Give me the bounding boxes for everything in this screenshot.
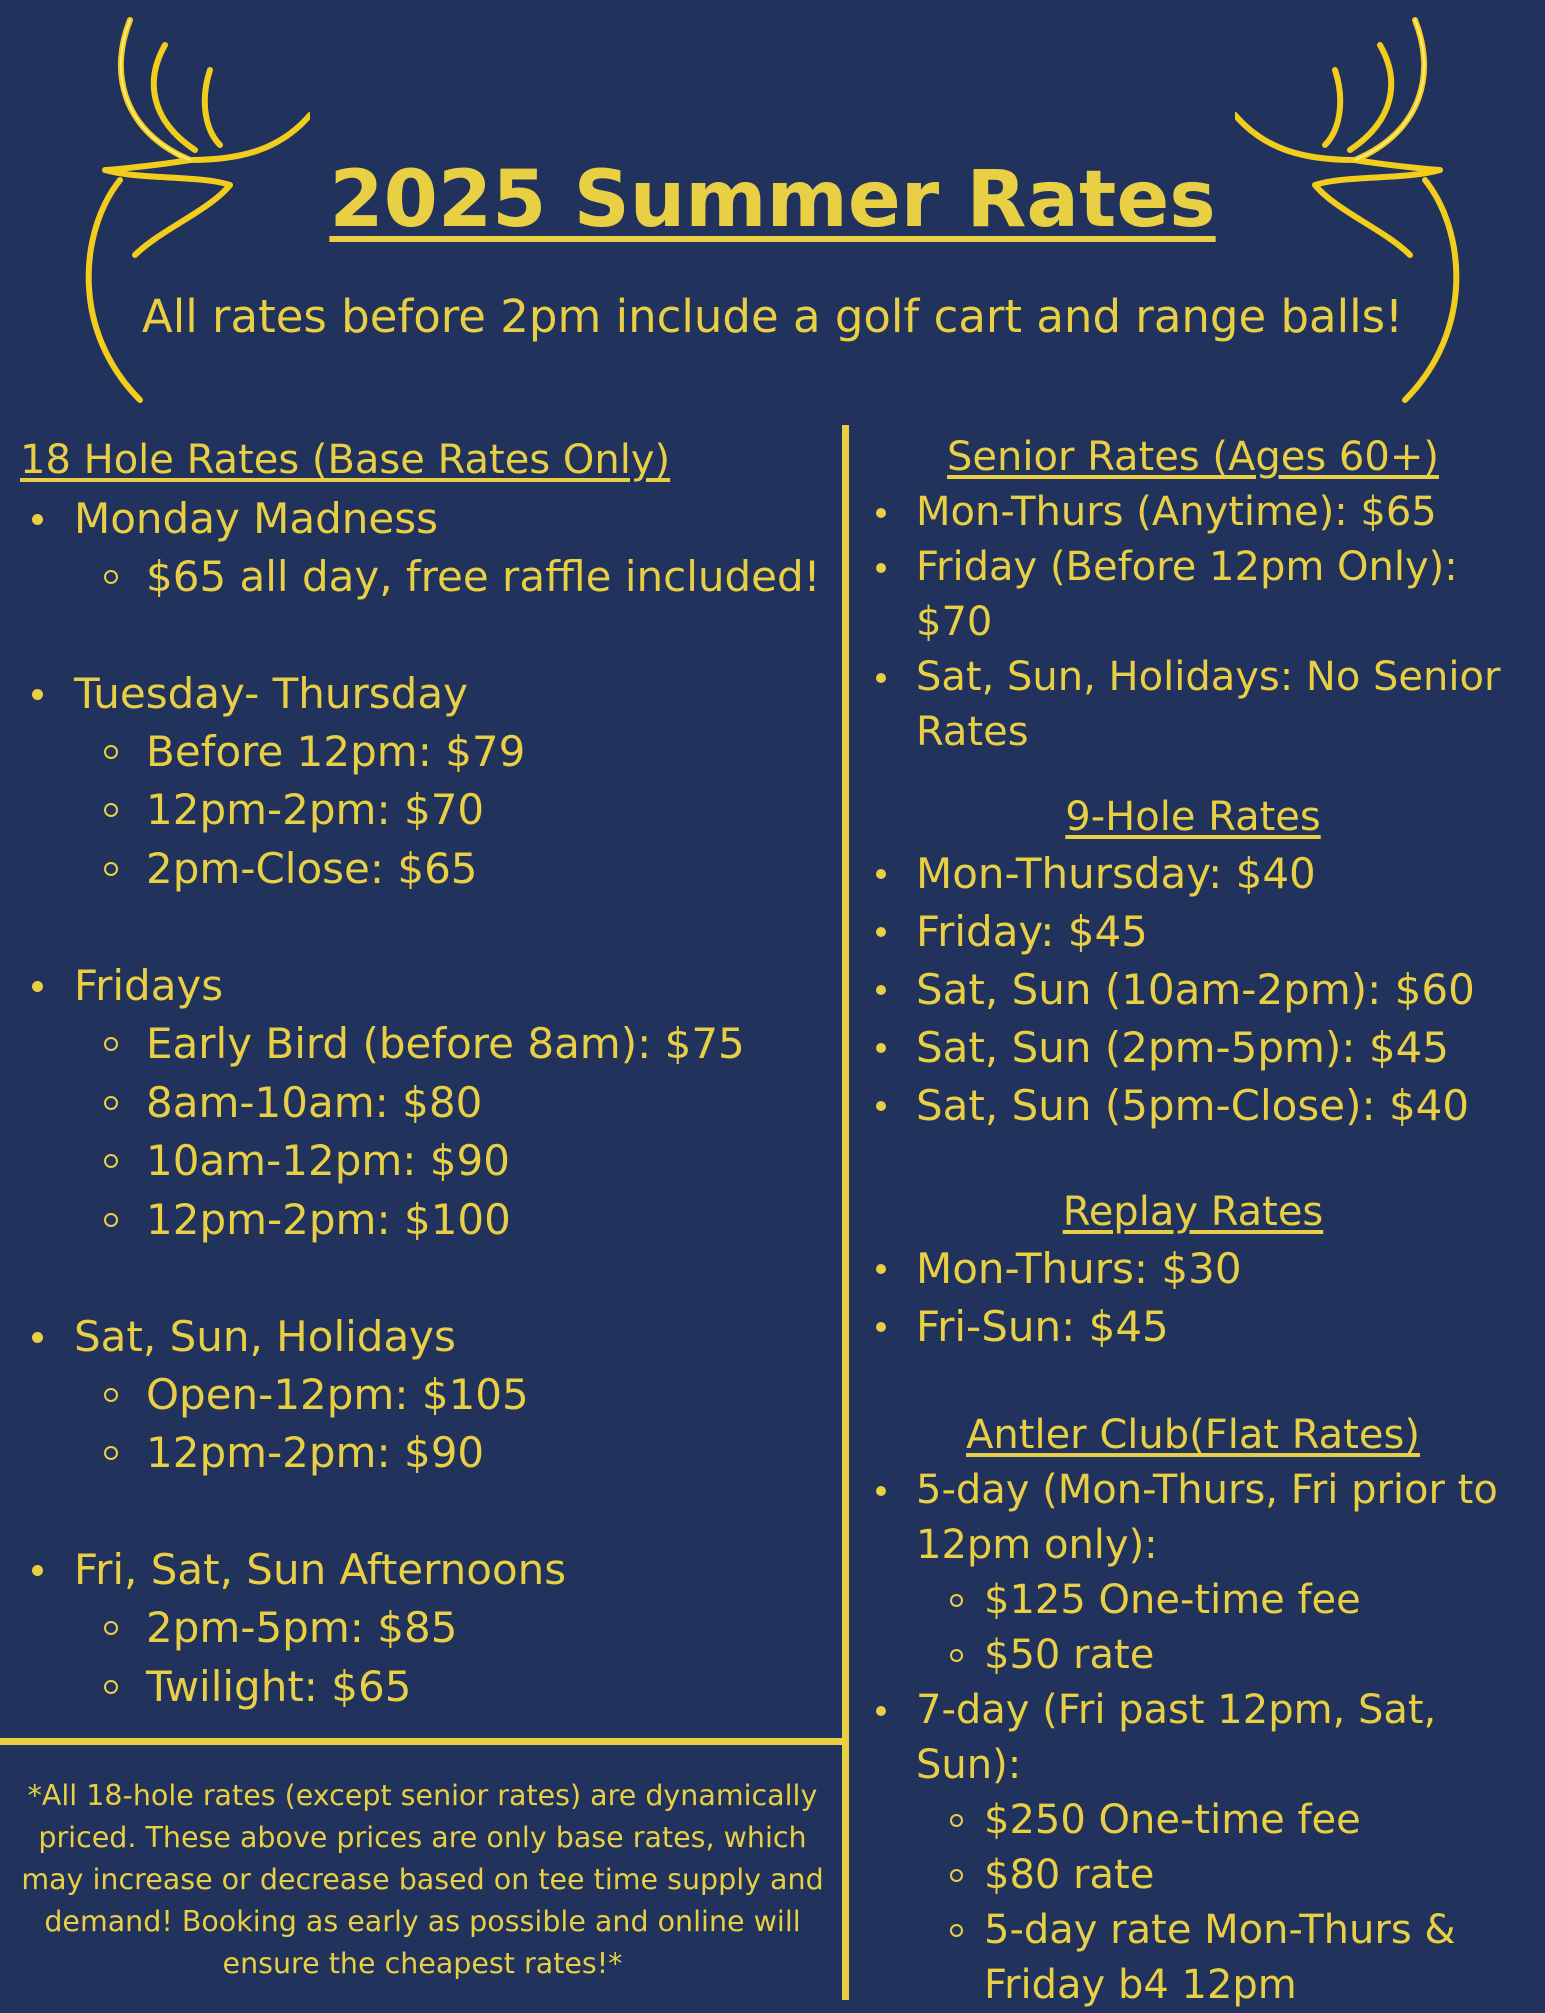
rate-item: Mon-Thurs (Anytime): $65: [868, 485, 1538, 540]
vertical-divider: [842, 425, 849, 2000]
group-label: Sat, Sun, Holidays: [20, 1308, 835, 1366]
rate-item: $65 all day, free raffle included!: [20, 548, 835, 607]
rate-item: Mon-Thurs: $30: [868, 1240, 1538, 1298]
spacer: [20, 1483, 835, 1541]
nine-hole-list: [868, 845, 1538, 1135]
group-label: 5-day (Mon-Thurs, Fri prior to 12pm only):: [868, 1463, 1538, 1573]
hole18-section: [20, 435, 835, 1716]
spacer: [20, 1250, 835, 1308]
page-subtitle: All rates before 2pm include a golf cart and range balls!: [141, 290, 1404, 343]
rate-item: Open-12pm: $105: [20, 1366, 835, 1425]
footnote: *All 18-hole rates (except senior rates) are dynamically priced. These above prices are only base rates, which may increase or decrease based on tee time supply and demand! Booking as early as possible and online will ensure the cheapest rates!*: [21, 1779, 824, 1980]
senior-title: Senior Rates (Ages 60+): [947, 434, 1439, 480]
rate-item: Sat, Sun (5pm-Close): $40: [868, 1077, 1538, 1135]
group-label: 7-day (Fri past 12pm, Sat, Sun):: [868, 1683, 1538, 1793]
nine-hole-title: 9-Hole Rates: [1065, 794, 1321, 840]
group-label: Monday Madness: [20, 490, 835, 548]
rate-item: 12pm-2pm: $70: [20, 781, 835, 840]
right-column: [868, 430, 1538, 2013]
rate-item: 2pm-Close: $65: [20, 840, 835, 899]
hole18-list: [20, 490, 835, 1716]
hole18-title: 18 Hole Rates (Base Rates Only): [20, 437, 671, 483]
rate-item: $80 rate: [868, 1848, 1538, 1903]
rate-item: Friday: $45: [868, 903, 1538, 961]
rate-item: $125 One-time fee: [868, 1573, 1538, 1628]
rate-item: Sat, Sun (2pm-5pm): $45: [868, 1019, 1538, 1077]
group-label: Fri, Sat, Sun Afternoons: [20, 1541, 835, 1599]
horizontal-divider: [0, 1738, 842, 1745]
rate-item: 5-day rate Mon-Thurs & Friday b4 12pm: [868, 1903, 1538, 2013]
spacer: [20, 607, 835, 665]
rate-item: 8am-10am: $80: [20, 1074, 835, 1133]
rate-item: Friday (Before 12pm Only): $70: [868, 540, 1538, 650]
antler-club-list: [868, 1463, 1538, 2013]
rate-item: Fri-Sun: $45: [868, 1298, 1538, 1356]
rate-item: 2pm-5pm: $85: [20, 1599, 835, 1658]
rate-item: $250 One-time fee: [868, 1793, 1538, 1848]
rate-item: Early Bird (before 8am): $75: [20, 1015, 835, 1074]
rate-item: $50 rate: [868, 1628, 1538, 1683]
antler-club-title: Antler Club(Flat Rates): [966, 1412, 1420, 1458]
rate-item: 12pm-2pm: $90: [20, 1424, 835, 1483]
rate-item: 10am-12pm: $90: [20, 1132, 835, 1191]
rate-item: Sat, Sun, Holidays: No Senior Rates: [868, 650, 1538, 760]
rate-item: 12pm-2pm: $100: [20, 1191, 835, 1250]
rate-item: Sat, Sun (10am-2pm): $60: [868, 961, 1538, 1019]
replay-title: Replay Rates: [1062, 1189, 1324, 1235]
group-label: Tuesday- Thursday: [20, 665, 835, 723]
spacer: [20, 899, 835, 957]
page-title: 2025 Summer Rates: [329, 155, 1216, 245]
replay-list: [868, 1240, 1538, 1356]
rate-item: Mon-Thursday: $40: [868, 845, 1538, 903]
rate-item: Before 12pm: $79: [20, 723, 835, 782]
rate-item: Twilight: $65: [20, 1658, 835, 1717]
senior-list: [868, 485, 1538, 760]
group-label: Fridays: [20, 957, 835, 1015]
